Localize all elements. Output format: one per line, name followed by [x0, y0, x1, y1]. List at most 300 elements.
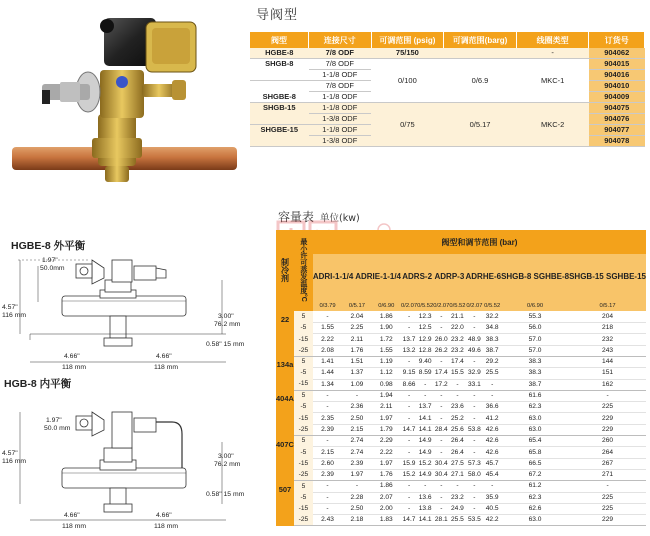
capacity-value-cell: 8.66 [401, 379, 417, 390]
capacity-value-cell: - [313, 402, 342, 413]
capacity-row [276, 379, 646, 390]
order-cell: 904075 [589, 103, 645, 114]
capacity-value-cell: 2.74 [342, 436, 371, 447]
capacity-value-cell: 17.2 [433, 379, 449, 390]
size-cell: 7/8 ODF [309, 48, 372, 59]
model-cell: HGBE-8 [250, 48, 309, 59]
temp-cell: 5 [294, 436, 313, 447]
capacity-value-cell: - [401, 481, 417, 492]
capacity-row [276, 368, 646, 379]
temp-cell: -5 [294, 447, 313, 458]
capacity-value-cell: 2.39 [342, 458, 371, 469]
capacity-value-cell: 12.9 [417, 334, 433, 345]
temp-cell: -15 [294, 503, 313, 514]
capacity-value-cell: 204 [569, 311, 646, 322]
capacity-value-cell: 67.2 [501, 469, 569, 480]
capacity-value-cell: 63.0 [501, 515, 569, 526]
capacity-value-cell: 9.40 [417, 356, 433, 367]
capacity-value-cell: - [433, 447, 449, 458]
drawing-outer-equalizer [0, 250, 258, 375]
header-model: 阀型 [250, 32, 309, 48]
capacity-value-cell: - [401, 413, 417, 424]
capacity-value-cell: 2.50 [342, 413, 371, 424]
capacity-row [276, 436, 646, 447]
capacity-value-cell: 225 [569, 492, 646, 503]
capacity-value-cell: 2.39 [313, 424, 342, 435]
capacity-value-cell: 2.60 [313, 458, 342, 469]
capacity-row [276, 458, 646, 469]
capacity-row [276, 503, 646, 514]
capacity-value-cell: 38.3 [483, 334, 501, 345]
capacity-value-cell: 15.9 [401, 458, 417, 469]
header-order: 订货号 [589, 32, 645, 48]
capacity-value-cell: 65.4 [501, 436, 569, 447]
temp-cell: 5 [294, 356, 313, 367]
capacity-value-cell: 57.3 [466, 458, 484, 469]
valve-name-cell: ADRI-1-1/4 ADRIE-1-1/4 [313, 254, 401, 300]
capacity-value-cell: - [466, 436, 484, 447]
capacity-row [276, 447, 646, 458]
capacity-value-cell: 14.9 [417, 469, 433, 480]
capacity-value-cell: 14.7 [401, 424, 417, 435]
capacity-value-cell: - [466, 356, 484, 367]
capacity-value-cell: 1.55 [313, 323, 342, 334]
capacity-value-cell: - [466, 503, 484, 514]
capacity-value-cell: - [313, 492, 342, 503]
capacity-value-cell: 8.59 [417, 368, 433, 379]
capacity-value-cell: 1.94 [372, 390, 401, 401]
capacity-value-cell: 27.1 [449, 469, 465, 480]
capacity-value-cell: 23.2 [449, 345, 465, 356]
capacity-value-cell: - [313, 311, 342, 322]
capacity-value-cell: - [401, 492, 417, 503]
capacity-value-cell: 14.9 [417, 447, 433, 458]
capacity-value-cell: 2.43 [313, 515, 342, 526]
capacity-value-cell: 1.12 [372, 368, 401, 379]
capacity-value-cell: 23.2 [449, 334, 465, 345]
capacity-value-cell: 1.83 [372, 515, 401, 526]
guide-valve-header-row [250, 32, 645, 48]
dim-c-in: 3.00" [218, 313, 234, 320]
capacity-value-cell: - [433, 503, 449, 514]
capacity-value-cell: - [466, 402, 484, 413]
capacity-value-cell: 48.9 [466, 334, 484, 345]
capacity-value-cell: - [401, 436, 417, 447]
capacity-value-cell: - [313, 390, 342, 401]
temp-cell: -25 [294, 345, 313, 356]
capacity-value-cell: 32.2 [483, 311, 501, 322]
temp-cell: -5 [294, 323, 313, 334]
capacity-value-cell: 1.97 [372, 458, 401, 469]
capacity-value-cell: 26.4 [449, 436, 465, 447]
capacity-value-cell: 2.11 [372, 402, 401, 413]
capacity-value-cell: 42.6 [483, 424, 501, 435]
temp-cell: 5 [294, 390, 313, 401]
capacity-value-cell: 2.39 [313, 469, 342, 480]
capacity-value-cell: 40.5 [483, 503, 501, 514]
capacity-value-cell: 1.76 [372, 469, 401, 480]
capacity-value-cell: 61.6 [501, 390, 569, 401]
capacity-value-cell: 15.2 [401, 469, 417, 480]
capacity-value-cell: 225 [569, 402, 646, 413]
capacity-value-cell: 229 [569, 424, 646, 435]
dim-b-in: 4.57" [2, 304, 18, 311]
capacity-value-cell: 13.6 [417, 492, 433, 503]
capacity-value-cell: 45.4 [483, 469, 501, 480]
capacity-row [276, 424, 646, 435]
capacity-value-cell: 1.19 [372, 356, 401, 367]
capacity-value-cell: 264 [569, 447, 646, 458]
dim-d: 0.58" 15 mm [206, 341, 245, 348]
size-cell: 1-1/8 ODF [309, 92, 372, 103]
dim-e-in: 4.66" [64, 353, 80, 360]
capacity-value-cell: 33.1 [466, 379, 484, 390]
capacity-value-cell: 62.3 [501, 492, 569, 503]
capacity-value-cell: - [483, 390, 501, 401]
dim-e-in: 4.66" [64, 512, 80, 519]
capacity-value-cell: 1.79 [372, 424, 401, 435]
temp-header [294, 230, 313, 311]
capacity-value-cell: - [466, 492, 484, 503]
refrigerant-cell: 404A [276, 390, 294, 435]
capacity-value-cell: 42.6 [483, 436, 501, 447]
dim-a-mm: 50.0mm [40, 265, 65, 272]
capacity-value-cell: 2.00 [372, 503, 401, 514]
capacity-value-cell: 38.7 [483, 345, 501, 356]
capacity-value-cell: 271 [569, 469, 646, 480]
capacity-value-cell: 14.7 [401, 515, 417, 526]
capacity-value-cell: - [417, 379, 433, 390]
range-header-cell: 0/5.17 [342, 300, 371, 311]
capacity-value-cell: 1.55 [372, 345, 401, 356]
capacity-value-cell: 53.5 [466, 515, 484, 526]
coil-cell: MKC-1 [516, 59, 589, 103]
capacity-value-cell: 65.8 [501, 447, 569, 458]
capacity-value-cell: 151 [569, 368, 646, 379]
capacity-value-cell: 35.9 [483, 492, 501, 503]
valve-name-cell: SHGB-15 SGHBE-15 [569, 254, 646, 300]
capacity-value-cell: - [417, 390, 433, 401]
dim-b-mm: 116 mm [2, 312, 27, 319]
temp-header-text: 最小许可蒸发温度°C [299, 237, 307, 302]
size-cell: 1-1/8 ODF [309, 70, 372, 81]
dim-c-in: 3.00" [218, 453, 234, 460]
capacity-value-cell: 25.5 [449, 515, 465, 526]
capacity-value-cell: 61.2 [501, 481, 569, 492]
barg-cell: 0/5.17 [444, 103, 517, 147]
capacity-value-cell: 45.7 [483, 458, 501, 469]
capacity-value-cell: - [433, 311, 449, 322]
size-cell: 1-1/8 ODF [309, 103, 372, 114]
size-cell: 7/8 ODF [309, 81, 372, 92]
capacity-value-cell: 2.15 [313, 447, 342, 458]
capacity-value-cell: 24.9 [449, 503, 465, 514]
model-cell: SHGBE-8 [250, 81, 309, 103]
temp-cell: -25 [294, 515, 313, 526]
capacity-value-cell: - [342, 481, 371, 492]
temp-cell: -15 [294, 379, 313, 390]
order-cell: 904010 [589, 81, 645, 92]
capacity-value-cell: 53.8 [466, 424, 484, 435]
temp-cell: -5 [294, 492, 313, 503]
model-cell: SHGB-8 [250, 59, 309, 81]
capacity-value-cell: 12.5 [417, 323, 433, 334]
capacity-value-cell: 13.2 [401, 345, 417, 356]
order-cell: 904077 [589, 125, 645, 136]
capacity-value-cell: 1.97 [372, 413, 401, 424]
dim-c-mm: 76.2 mm [214, 321, 241, 328]
capacity-value-cell: 62.3 [501, 402, 569, 413]
capacity-value-cell: 218 [569, 323, 646, 334]
capacity-value-cell: 2.36 [342, 402, 371, 413]
capacity-value-cell: 13.8 [417, 503, 433, 514]
psig-cell: 75/150 [371, 48, 444, 59]
capacity-value-cell: 2.50 [342, 503, 371, 514]
capacity-value-cell: 22.0 [449, 323, 465, 334]
capacity-row [276, 390, 646, 401]
capacity-value-cell: - [433, 492, 449, 503]
capacity-value-cell: 0.98 [372, 379, 401, 390]
order-cell: 904078 [589, 136, 645, 147]
header-coil: 线圈类型 [516, 32, 589, 48]
capacity-value-cell: - [401, 311, 417, 322]
capacity-value-cell: 229 [569, 515, 646, 526]
size-cell: 1-3/8 ODF [309, 136, 372, 147]
dim-a-in: 1.97" [42, 257, 58, 264]
capacity-value-cell: - [401, 447, 417, 458]
capacity-value-cell: 28.4 [433, 424, 449, 435]
capacity-value-cell: 1.76 [342, 345, 371, 356]
capacity-row [276, 492, 646, 503]
capacity-value-cell: 62.6 [501, 503, 569, 514]
capacity-value-cell: 243 [569, 345, 646, 356]
capacity-value-cell: - [449, 379, 465, 390]
capacity-value-cell: - [483, 481, 501, 492]
capacity-value-cell: 58.0 [466, 469, 484, 480]
model-cell: SHGBE-15 [250, 125, 309, 147]
temp-cell: -5 [294, 368, 313, 379]
refrigerant-cell: 22 [276, 311, 294, 356]
capacity-value-cell: 1.86 [372, 311, 401, 322]
dim-a-in: 1.97" [46, 417, 62, 424]
capacity-value-cell: 14.9 [417, 436, 433, 447]
capacity-value-cell: 2.74 [342, 447, 371, 458]
psig-cell: 0/75 [371, 103, 444, 147]
capacity-value-cell: - [401, 390, 417, 401]
capacity-value-cell: 14.1 [417, 515, 433, 526]
range-header-cell: 0/5.52 [483, 300, 501, 311]
capacity-value-cell: 2.29 [372, 436, 401, 447]
capacity-value-cell: - [569, 481, 646, 492]
capacity-value-cell: - [313, 436, 342, 447]
capacity-value-cell: 57.0 [501, 345, 569, 356]
order-cell: 904015 [589, 59, 645, 70]
coil-cell: MKC-2 [516, 103, 589, 147]
capacity-value-cell: 2.22 [313, 334, 342, 345]
capacity-value-cell: 1.97 [342, 469, 371, 480]
capacity-row [276, 345, 646, 356]
capacity-value-cell: - [466, 323, 484, 334]
capacity-header-row-1 [276, 230, 646, 254]
capacity-value-cell: - [449, 481, 465, 492]
capacity-value-cell: 13.7 [417, 402, 433, 413]
capacity-value-cell: 1.90 [372, 323, 401, 334]
capacity-title-text: 容量表 [278, 210, 315, 224]
capacity-value-cell: 17.4 [433, 368, 449, 379]
temp-cell: -15 [294, 334, 313, 345]
table-row [250, 48, 645, 59]
capacity-value-cell: 12.8 [417, 345, 433, 356]
coil-cell: - [516, 48, 589, 59]
dim-b-in: 4.57" [2, 450, 18, 457]
capacity-value-cell: 2.25 [342, 323, 371, 334]
capacity-value-cell: 2.28 [342, 492, 371, 503]
range-header-cell: 0/6.90 [501, 300, 569, 311]
size-cell: 1-1/8 ODF [309, 125, 372, 136]
model-cell: SHGB-15 [250, 103, 309, 125]
valve-product-photo [2, 4, 240, 194]
drawing-inner-equalizer [0, 392, 258, 532]
capacity-value-cell: 42.6 [483, 447, 501, 458]
capacity-value-cell: 25.5 [483, 368, 501, 379]
capacity-value-cell: 26.0 [433, 334, 449, 345]
dim-d: 0.58" 15 mm [206, 491, 245, 498]
capacity-value-cell: 260 [569, 436, 646, 447]
guide-valve-table [250, 32, 645, 147]
range-header-cell: 0/2.07 [433, 300, 449, 311]
capacity-value-cell: 229 [569, 413, 646, 424]
guide-valve-title: 导阀型 [256, 8, 299, 23]
capacity-value-cell: 56.0 [501, 323, 569, 334]
dim-e-mm: 118 mm [62, 364, 87, 371]
capacity-row [276, 323, 646, 334]
refrigerant-cell: 407C [276, 436, 294, 481]
valve-name-cell: SHGB-8 SGHBE-8 [501, 254, 569, 300]
psig-cell: 0/100 [371, 59, 444, 103]
capacity-value-cell: 28.1 [433, 515, 449, 526]
capacity-value-cell: 23.6 [449, 402, 465, 413]
range-header-cell: 0/5.52 [449, 300, 465, 311]
table-row [250, 59, 645, 70]
capacity-value-cell: 1.72 [372, 334, 401, 345]
capacity-value-cell: 63.0 [501, 424, 569, 435]
header-size: 连接尺寸 [309, 32, 372, 48]
capacity-value-cell: 63.0 [501, 413, 569, 424]
capacity-value-cell: 2.08 [313, 345, 342, 356]
capacity-value-cell: 267 [569, 458, 646, 469]
capacity-value-cell: 38.3 [501, 368, 569, 379]
capacity-value-cell: - [449, 390, 465, 401]
capacity-value-cell: 30.4 [433, 458, 449, 469]
capacity-value-cell: 41.2 [483, 413, 501, 424]
barg-cell [444, 48, 517, 59]
capacity-value-cell: 12.3 [417, 311, 433, 322]
capacity-row [276, 334, 646, 345]
dim-f-mm: 118 mm [154, 364, 179, 371]
dim-f-in: 4.66" [156, 353, 172, 360]
dim-f-in: 4.66" [156, 512, 172, 519]
order-cell: 904016 [589, 70, 645, 81]
dim-b-mm: 116 mm [2, 458, 27, 465]
range-header-cell: 0/5.17 [569, 300, 646, 311]
capacity-value-cell: 14.1 [417, 424, 433, 435]
temp-cell: -5 [294, 402, 313, 413]
barg-cell: 0/6.9 [444, 59, 517, 103]
capacity-value-cell: 144 [569, 356, 646, 367]
capacity-value-cell: - [401, 356, 417, 367]
temp-cell: 5 [294, 481, 313, 492]
dim-c-mm: 76.2 mm [214, 461, 241, 468]
capacity-value-cell: 1.41 [313, 356, 342, 367]
table-row [250, 103, 645, 114]
range-header-cell: 0/2.07 [466, 300, 484, 311]
order-cell: 904062 [589, 48, 645, 59]
temp-cell: -15 [294, 413, 313, 424]
capacity-value-cell: 57.0 [501, 334, 569, 345]
dim-e-mm: 118 mm [62, 523, 87, 530]
temp-cell: 5 [294, 311, 313, 322]
capacity-value-cell: - [466, 447, 484, 458]
capacity-value-cell: - [569, 390, 646, 401]
capacity-value-cell: 15.2 [417, 458, 433, 469]
capacity-row [276, 469, 646, 480]
capacity-value-cell: 23.2 [449, 492, 465, 503]
valve-name-cell: ADRS-2 [401, 254, 433, 300]
capacity-value-cell: 26.2 [433, 345, 449, 356]
capacity-value-cell: - [433, 481, 449, 492]
capacity-value-cell: 1.09 [342, 379, 371, 390]
valve-name-cell: ADRP-3 [433, 254, 465, 300]
capacity-unit: 单位(kw) [320, 213, 360, 224]
header-barg: 可调范围(barg) [444, 32, 517, 48]
capacity-row [276, 356, 646, 367]
capacity-value-cell: 13.7 [401, 334, 417, 345]
valve-name-cell: ADRHE-6 [466, 254, 502, 300]
capacity-value-cell: - [483, 379, 501, 390]
capacity-value-cell: 1.34 [313, 379, 342, 390]
capacity-value-cell: 2.15 [342, 424, 371, 435]
capacity-value-cell: 38.7 [501, 379, 569, 390]
capacity-value-cell: 15.5 [449, 368, 465, 379]
refrigerant-header-text: 制冷剂 [280, 257, 290, 282]
size-cell: 1-3/8 ODF [309, 114, 372, 125]
capacity-value-cell: 1.86 [372, 481, 401, 492]
temp-cell: -15 [294, 458, 313, 469]
capacity-value-cell: 1.51 [342, 356, 371, 367]
capacity-value-cell: 2.07 [372, 492, 401, 503]
capacity-value-cell: 30.4 [433, 469, 449, 480]
temp-cell: -25 [294, 424, 313, 435]
capacity-value-cell: 9.15 [401, 368, 417, 379]
range-header-cell: 0/5.52 [417, 300, 433, 311]
capacity-value-cell: 17.4 [449, 356, 465, 367]
size-cell: 7/8 ODF [309, 59, 372, 70]
capacity-value-cell: 36.6 [483, 402, 501, 413]
capacity-value-cell: 25.6 [449, 424, 465, 435]
capacity-value-cell: - [433, 413, 449, 424]
capacity-value-cell: 29.2 [483, 356, 501, 367]
capacity-value-cell: - [342, 390, 371, 401]
capacity-value-cell: - [313, 481, 342, 492]
capacity-value-cell: 2.04 [342, 311, 371, 322]
capacity-table [276, 230, 646, 526]
range-header-cell: 0/2.07 [401, 300, 417, 311]
capacity-value-cell: - [433, 356, 449, 367]
capacity-value-cell: - [401, 323, 417, 334]
capacity-value-cell: - [433, 390, 449, 401]
capacity-value-cell: 225 [569, 503, 646, 514]
capacity-value-cell: 14.1 [417, 413, 433, 424]
